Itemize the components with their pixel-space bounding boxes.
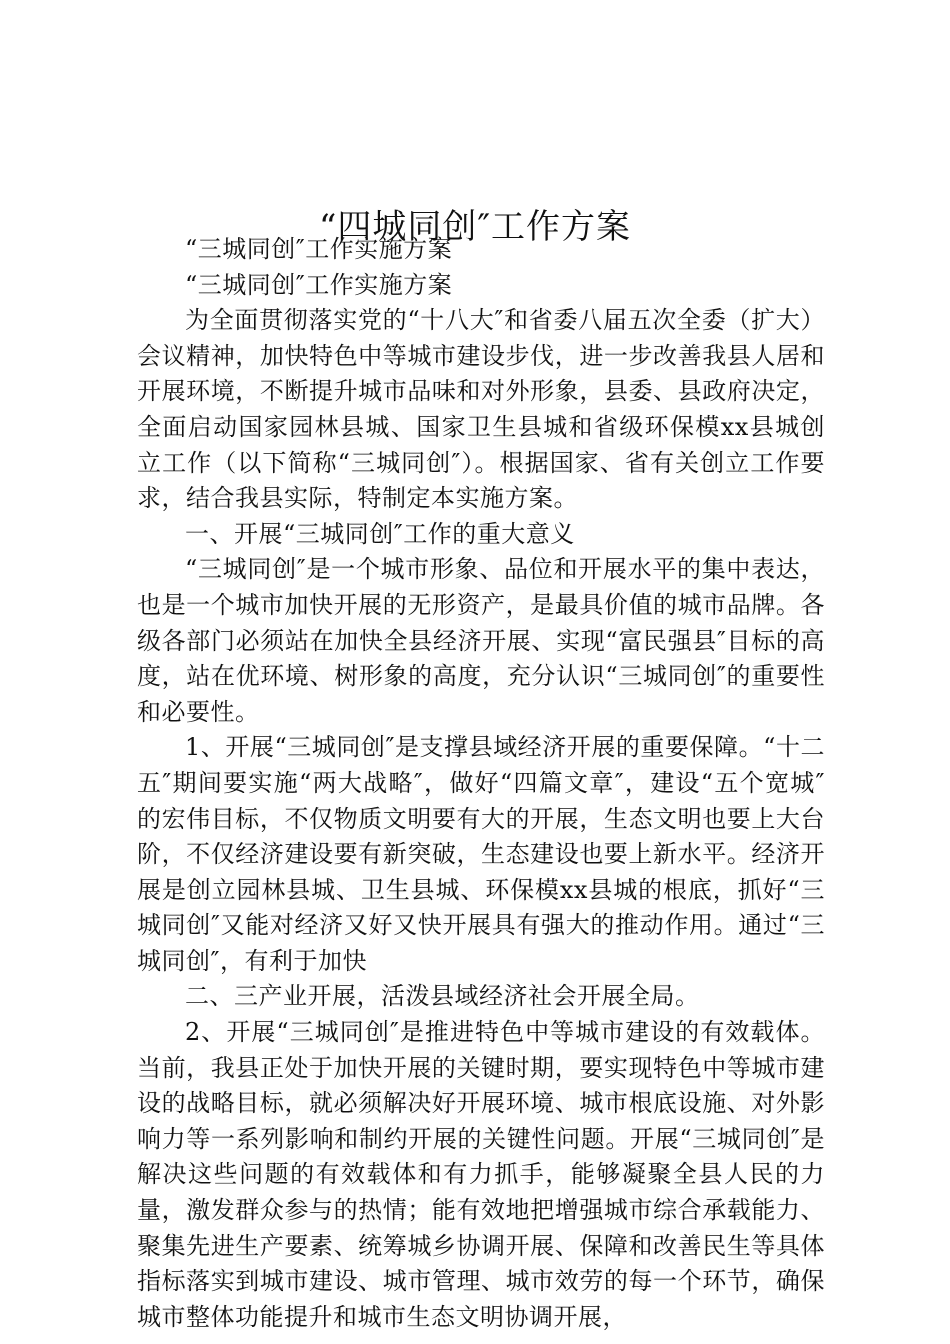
intro-paragraph: 为全面贯彻落实党的“十八大″和省委八届五次全委（扩大）会议精神，加快特色中等城市建设步伐，进一步改善我县人居和开展环境，不断提升城市品味和对外形象，县委、县政府决定，全面启动国家园林县城、国家卫生县城和省级环保模xx县城创立工作（以下简称“三城同创″）。根据国家、省有关创立工作要求，结合我县实际，特制定本实施方案。 [137,306,825,513]
body-paragraph: 2、开展“三城同创″是推进特色中等城市建设的有效载体。当前，我县正处于加快开展的关键时期，要实现特色中等城市建设的战略目标，就必须解决好开展环境、城市根底设施、对外影响力等一系列影响和制约开展的关键性问题。开展“三城同创″是解决这些问题的有效载体和有力抓手，能够凝聚全县人民的力量，激发群众参与的热情；能有效地把增强城市综合承载能力、聚集先进生产要素、统筹城乡协调开展、保障和改善民生等具体指标落实到城市建设、城市管理、城市效劳的每一个环节，确保城市整体功能提升和城市生态文明协调开展， [137,1018,825,1331]
subtitle-line: “三城同创″工作实施方案 [185,235,453,263]
document-title: “四城同创″工作方案 [318,206,632,247]
document-body [137,232,825,1335]
body-paragraph: “三城同创″是一个城市形象、品位和开展水平的集中表达，也是一个城市加快开展的无形资产，是最具价值的城市品牌。各级各部门必须站在加快全县经济开展、实现“富民强县″目标的高度，站在优环境、树形象的高度，充分认识“三城同创″的重要性和必要性。 [137,555,825,726]
body-paragraph: 二、三产业开展，活泼县域经济社会开展全局。 [185,982,700,1011]
subtitle-line: “三城同创″工作实施方案 [185,270,453,299]
body-paragraph: 1、开展“三城同创″是支撑县域经济开展的重要保障。“十二五″期间要实施“两大战略″，做好“四篇文章″，建设“五个宽城″的宏伟目标，不仅物质文明要有大的开展，生态文明也要上大台阶，不仅经济建设要有新突破，生态建设也要上新水平。经济开展是创立园林县城、卫生县城、环保模xx县城的根底，抓好“三城同创″又能对经济又好又快开展具有强大的推动作用。通过“三城同创″，有利于加快 [137,733,825,975]
section-heading: 一、开展“三城同创″工作的重大意义 [185,519,575,548]
